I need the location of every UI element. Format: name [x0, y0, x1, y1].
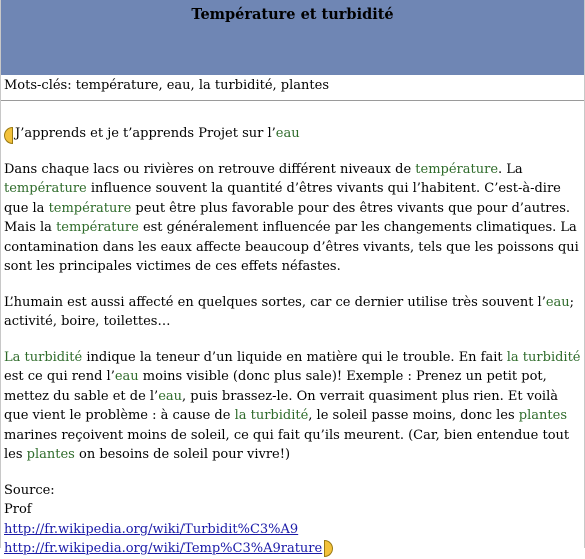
keyword-link[interactable]: température	[56, 220, 139, 235]
keyword-link[interactable]: température	[4, 181, 87, 196]
keyword-link[interactable]: La turbidité	[4, 349, 83, 365]
keyword-link[interactable]: eau	[114, 369, 139, 384]
comment-bubble-icon[interactable]	[324, 540, 333, 557]
keyword-link[interactable]: température	[48, 200, 132, 216]
keyword-link[interactable]: température	[415, 161, 499, 177]
keyword-link[interactable]: eau	[158, 388, 183, 404]
keyword-link[interactable]: eau	[545, 294, 570, 310]
keyword-link[interactable]: plantes	[518, 408, 567, 423]
paragraph-human: L’humain est aussi affecté en quelques sortes, car ce dernier utilise très souvent l’eau; activité, boire, toilettes…	[4, 294, 575, 329]
source-link-temperature[interactable]: http://fr.wikipedia.org/wiki/Temp%C3%A9rature	[4, 541, 323, 556]
divider	[1, 100, 584, 101]
keyword-link[interactable]: la turbidité	[506, 349, 581, 365]
title-banner	[1, 0, 584, 75]
comment-bubble-icon[interactable]	[4, 127, 13, 144]
keyword-link[interactable]: la turbidité	[234, 408, 309, 423]
keyword-link[interactable]: eau	[275, 126, 300, 141]
keywords-line: Mots-clés: température, eau, la turbidité, plantes	[4, 78, 329, 93]
paragraph-temperature: Dans chaque lacs ou rivières on retrouve différent niveaux de température. La température influence souvent la quantité d’êtres vivants qui l’habitent. C’est-à-dire que la température peut être plus favorable pour des êtres vivants que pour d’autres. Mais la température est généralement influencée par les changements climatiques. La contamination dans les eaux affecte beaucoup d’êtres vivants, tels que les poissons qui sont les principales victimes de ces effets néfastes.	[4, 161, 579, 274]
paragraph-turbidity: La turbidité indique la teneur d’un liquide en matière qui le trouble. En fait la turbidité est ce qui rend l’eau moins visible (donc plus sale)! Exemple : Prenez un petit pot, mettez du sable et de l’eau, puis brassez-le. On verrait quasiment plus rien. Et voilà que vient le problème : à cause de la turbidité, le soleil passe moins, donc les plantes marines reçoivent moins de soleil, ce qui fait qu’ils meurent. (Car, bien entendue tout les plantes on besoins de soleil pour vivre!)	[4, 349, 581, 462]
article-body	[1, 124, 584, 559]
source-block	[4, 481, 581, 559]
source-label: Source:	[4, 482, 55, 498]
source-link-turbidite[interactable]: http://fr.wikipedia.org/wiki/Turbidit%C3%A9	[4, 521, 299, 537]
page-title: Température et turbidité	[191, 6, 394, 23]
source-author: Prof	[4, 502, 32, 517]
intro-text: J’apprends et je t’apprends Projet sur l’eau	[15, 126, 300, 141]
keyword-link[interactable]: plantes	[26, 447, 75, 462]
intro-line	[4, 124, 581, 144]
